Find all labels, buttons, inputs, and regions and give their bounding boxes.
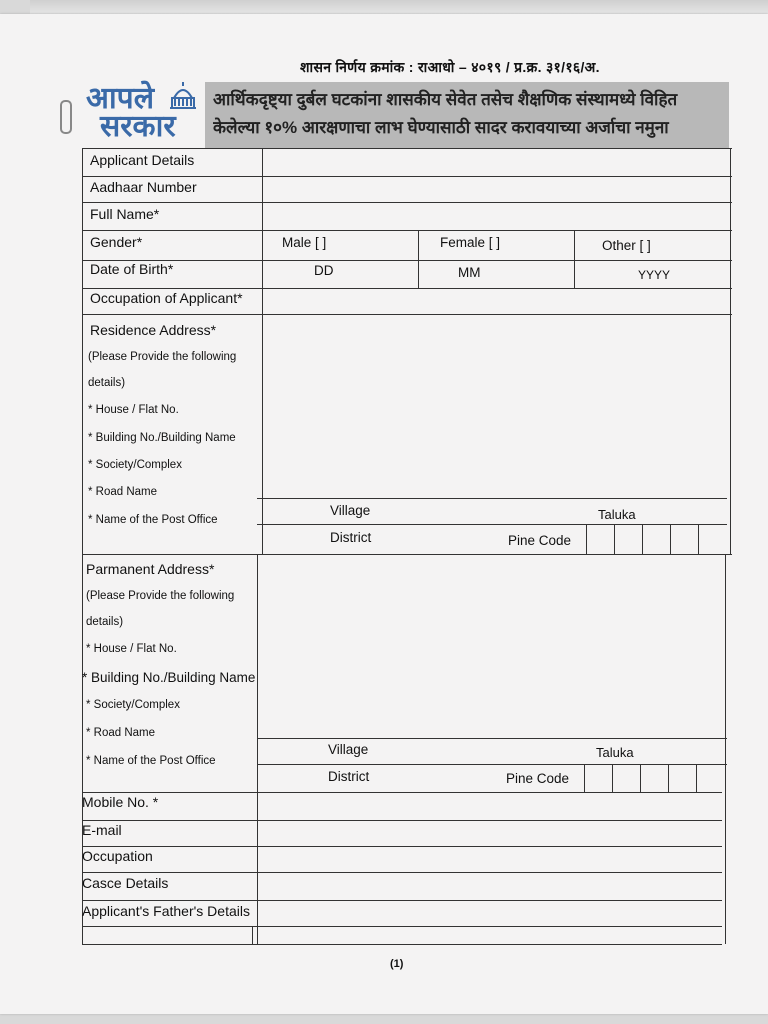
- residence-building: * Building No./Building Name: [88, 432, 236, 444]
- label-residence-address: Residence Address*: [90, 322, 217, 338]
- col-line: [257, 554, 258, 944]
- row-line: [82, 926, 722, 927]
- dob-day-field[interactable]: DD: [314, 263, 334, 278]
- permanent-house: * House / Flat No.: [86, 643, 177, 655]
- permanent-building: * Building No./Building Name: [82, 670, 256, 685]
- pin-box-line: [670, 524, 671, 554]
- residence-hint-details: details): [88, 377, 126, 389]
- pin-box-line: [696, 764, 697, 792]
- row-line: [82, 314, 732, 315]
- gender-male-option[interactable]: Male [ ]: [282, 235, 327, 250]
- residence-taluka-label: Taluka: [598, 507, 636, 522]
- label-dob: Date of Birth*: [90, 261, 174, 277]
- mantralaya-dome-icon: [166, 80, 200, 110]
- label-father-details: Applicant's Father's Details: [82, 903, 250, 919]
- residence-district-label: District: [330, 530, 372, 545]
- row-line: [257, 498, 727, 499]
- permanent-hint-details: details): [86, 616, 124, 628]
- col-line: [418, 230, 419, 288]
- pin-box-line: [586, 524, 587, 554]
- row-line: [82, 872, 722, 873]
- gr-number: शासन निर्णय क्रमांक : राआधो – ४०१९ / प्र.क्र. ३१/१६/अ.: [300, 59, 600, 75]
- label-aadhaar: Aadhaar Number: [90, 179, 197, 195]
- row-line: [257, 524, 727, 525]
- pin-box-line: [584, 764, 585, 792]
- form-title: [205, 82, 729, 148]
- permanent-district-label: District: [328, 769, 370, 784]
- dob-year-field[interactable]: YYYY: [638, 268, 671, 282]
- dob-month-field[interactable]: MM: [458, 265, 481, 280]
- row-line: [82, 554, 732, 555]
- row-line: [82, 900, 722, 901]
- row-line: [82, 820, 722, 821]
- aaple-sarkar-logo: [86, 80, 206, 142]
- pin-box-line: [642, 524, 643, 554]
- pin-box-line: [668, 764, 669, 792]
- col-line: [252, 926, 253, 944]
- label-occupation-applicant: Occupation of Applicant*: [90, 290, 243, 306]
- row-line: [82, 260, 732, 261]
- col-line: [730, 148, 731, 554]
- residence-pincode-label: Pine Code: [508, 533, 572, 548]
- row-line: [82, 792, 722, 793]
- label-gender: Gender*: [90, 234, 143, 250]
- residence-society: * Society/Complex: [88, 459, 182, 471]
- residence-village-label: Village: [330, 503, 371, 518]
- gender-other-option[interactable]: Other [ ]: [602, 238, 651, 253]
- residence-house: * House / Flat No.: [88, 404, 179, 416]
- label-applicant-details: Applicant Details: [90, 152, 195, 168]
- residence-post-office: * Name of the Post Office: [88, 514, 218, 526]
- page-number: (1): [390, 958, 404, 970]
- application-form-table: [82, 148, 732, 944]
- row-line: [82, 202, 732, 203]
- permanent-taluka-label: Taluka: [596, 745, 634, 760]
- residence-road: * Road Name: [88, 486, 158, 498]
- permanent-society: * Society/Complex: [86, 699, 180, 711]
- residence-hint: (Please Provide the following: [88, 351, 237, 363]
- label-email: E-mail: [82, 822, 122, 838]
- staple-mark: [60, 100, 72, 134]
- pin-box-line: [612, 764, 613, 792]
- col-line: [574, 230, 575, 288]
- permanent-hint: (Please Provide the following: [86, 590, 235, 602]
- row-line: [82, 846, 722, 847]
- permanent-road: * Road Name: [86, 727, 156, 739]
- row-line: [257, 764, 727, 765]
- label-caste-details: Casce Details: [82, 875, 169, 891]
- permanent-pincode-label: Pine Code: [506, 771, 570, 786]
- row-line: [257, 738, 727, 739]
- label-permanent-address: Parmanent Address*: [86, 561, 215, 577]
- row-line: [82, 944, 722, 945]
- col-line: [725, 554, 726, 944]
- title-line-1: आर्थिकदृष्ट्या दुर्बल घटकांना शासकीय सेवेत तसेच शैक्षणिक संस्थामध्ये विहित: [213, 90, 678, 109]
- row-line: [82, 176, 732, 177]
- gender-female-option[interactable]: Female [ ]: [440, 235, 501, 250]
- row-line: [82, 148, 732, 149]
- pin-box-line: [614, 524, 615, 554]
- row-line: [82, 230, 732, 231]
- title-line-2: केलेल्या १०% आरक्षणाचा लाभ घेण्यासाठी सादर करावयाच्या अर्जाचा नमुना: [213, 118, 669, 137]
- col-line: [262, 148, 263, 554]
- logo-line2: सरकार: [100, 110, 176, 143]
- label-mobile: Mobile No. *: [82, 794, 159, 810]
- label-full-name: Full Name*: [90, 206, 160, 222]
- pin-box-line: [698, 524, 699, 554]
- logo-line1: आपले: [86, 82, 155, 115]
- label-occupation: Occupation: [82, 848, 153, 864]
- permanent-post-office: * Name of the Post Office: [86, 755, 216, 767]
- permanent-village-label: Village: [328, 742, 369, 757]
- pin-box-line: [640, 764, 641, 792]
